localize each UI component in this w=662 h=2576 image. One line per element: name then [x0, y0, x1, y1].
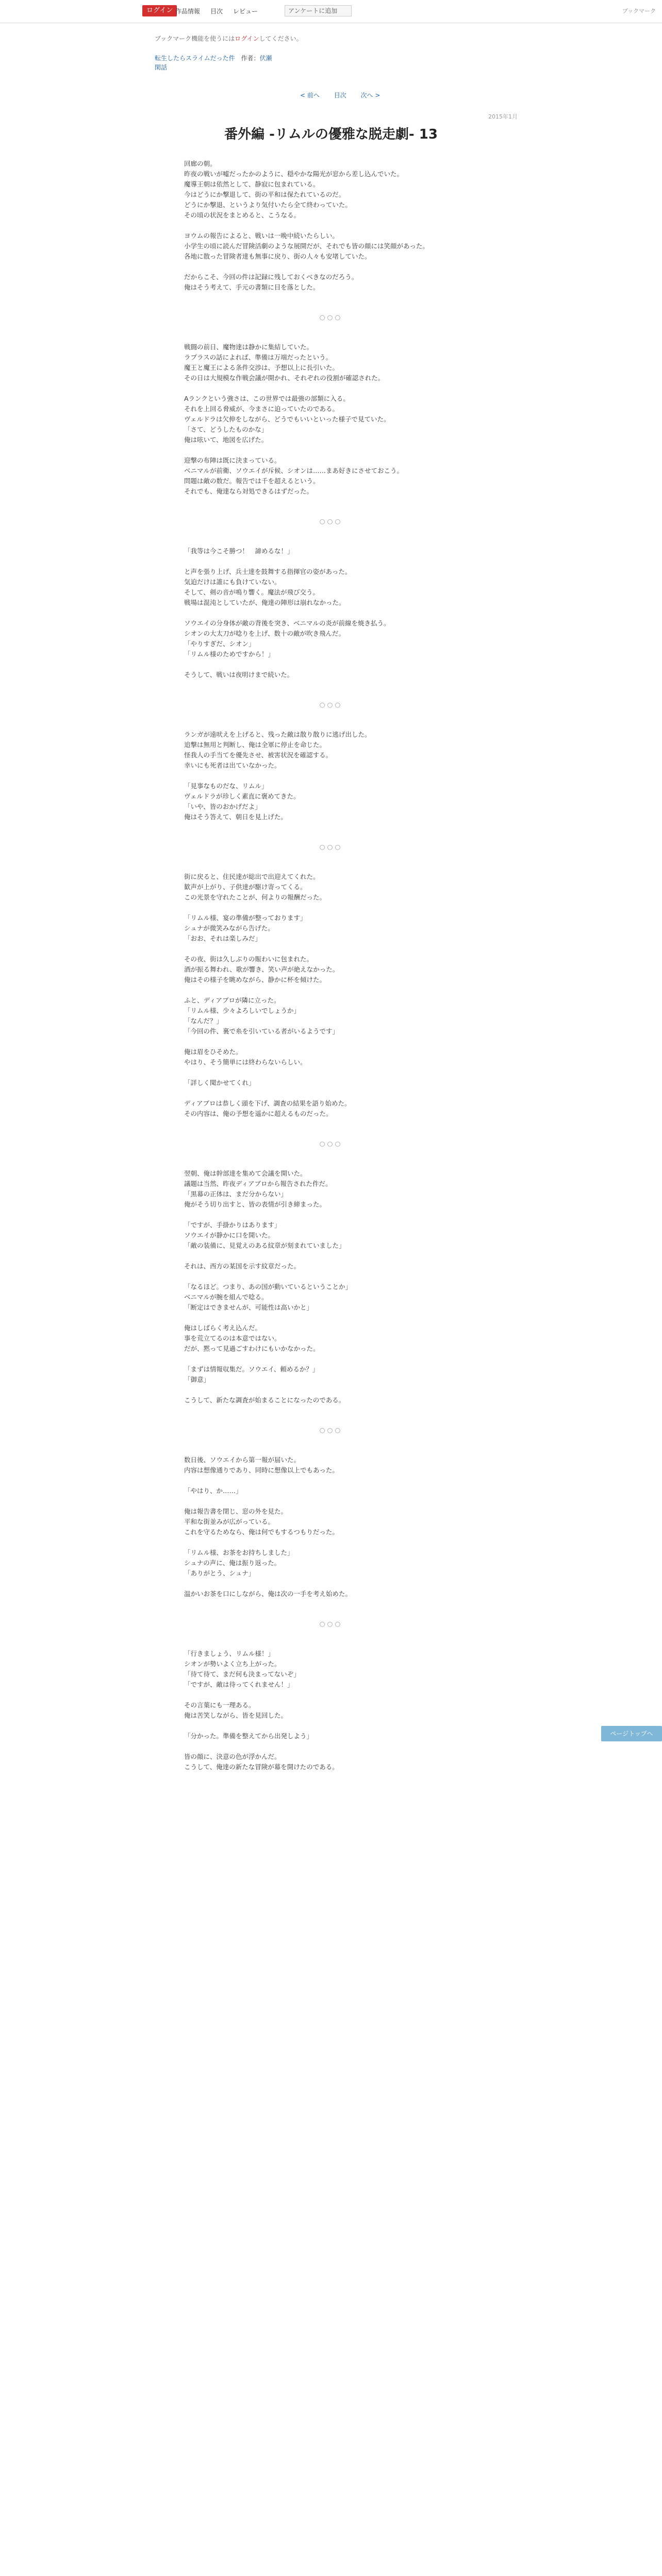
blank-line — [184, 556, 478, 567]
body-paragraph: 俺はその様子を眺めながら、静かに杯を傾けた。 — [184, 976, 326, 984]
body-paragraph: これを守るためなら、俺は何でもするつもりだった。 — [184, 1528, 339, 1536]
body-paragraph: その頃の状況をまとめると、こうなる。 — [184, 211, 301, 219]
body-paragraph: 「いや、皆のおかげだよ」 — [184, 803, 261, 810]
body-paragraph: 小学生の頃に読んだ冒険活劇のような展開だが、それでも皆の顔には笑顔があった。 — [184, 242, 429, 250]
blank-line — [184, 861, 478, 872]
body-paragraph: ヴェルドラは欠伸をしながら、どうでもいいといった様子で見ていた。 — [184, 415, 390, 423]
bookmark-link[interactable]: ブックマーク — [622, 8, 656, 14]
blank-line — [184, 262, 478, 272]
body-paragraph: 平和な街並みが広がっている。 — [184, 1518, 275, 1526]
body-paragraph: そして、剣の音が鳴り響く。魔法が飛び交う。 — [184, 588, 320, 596]
blank-line — [184, 1445, 478, 1455]
body-paragraph: 戦闘の前日、魔物達は静かに集結していた。 — [184, 343, 313, 351]
body-paragraph: 俺は眉をひそめた。 — [184, 1048, 242, 1056]
top-bar — [0, 0, 662, 23]
body-paragraph: 戦場は混沌としていたが、俺達の陣形は崩れなかった。 — [184, 599, 345, 606]
body-paragraph: その言葉にも一理ある。 — [184, 1701, 255, 1709]
body-paragraph: 「さて、どうしたものかな」 — [184, 426, 268, 433]
body-paragraph: こうして、新たな調査が始まることになったのである。 — [184, 1396, 345, 1404]
body-paragraph: 歓声が上がり、子供達が駆け寄ってくる。 — [184, 883, 307, 891]
body-paragraph: 「断定はできませんが、可能性は高いかと」 — [184, 1303, 313, 1311]
blank-line — [184, 822, 478, 833]
body-paragraph: 「行きましょう、リムル様！」 — [184, 1650, 275, 1657]
body-paragraph: やはり、そう簡単には終わらないらしい。 — [184, 1058, 307, 1066]
body-paragraph: 怪我人の手当てを優先させ、被害状況を確認する。 — [184, 751, 333, 759]
blank-line — [184, 771, 478, 781]
body-paragraph: シオンの大太刀が唸りを上げ、数十の敵が吹き飛んだ。 — [184, 630, 345, 637]
blank-line — [184, 903, 478, 913]
body-paragraph: シュナの声に、俺は振り返った。 — [184, 1559, 281, 1567]
nav-work-info[interactable]: 作品情報 — [175, 8, 201, 15]
body-paragraph: 事を荒立てるのは本意ではない。 — [184, 1334, 281, 1342]
body-paragraph: シオンが勢いよく立ち上がった。 — [184, 1660, 281, 1668]
notice-suffix: してください。 — [259, 35, 303, 42]
body-paragraph: 「まずは情報収集だ。ソウエイ、頼めるか？」 — [184, 1365, 319, 1373]
blank-line — [184, 497, 478, 507]
blank-line — [184, 383, 478, 394]
section-separator: ○○○ — [319, 1426, 343, 1434]
prev-link[interactable]: < 前へ — [300, 92, 320, 99]
body-paragraph: 「敵の装備に、見覚えのある紋章が刻まれていました」 — [184, 1242, 345, 1249]
body-paragraph: 数日後、ソウエイから第一報が届いた。 — [184, 1456, 301, 1464]
add-questionnaire-button[interactable]: アンケートに追加 — [285, 5, 352, 16]
body-paragraph: 俺は呟いて、地図を広げた。 — [184, 436, 268, 444]
section-separator: ○○○ — [319, 843, 343, 851]
blank-line — [184, 536, 478, 546]
body-paragraph: どうにか撃退、というより気付いたら全て終わっていた。 — [184, 201, 352, 209]
author-label: 作者： — [241, 55, 260, 62]
author-link[interactable]: 伏瀬 — [259, 55, 272, 62]
body-paragraph: 俺はそう考えて、手元の書類に目を落とした。 — [184, 283, 320, 291]
blank-line — [184, 1210, 478, 1220]
section-separator: ○○○ — [319, 517, 343, 525]
body-paragraph: 「リムル様、宴の準備が整っております」 — [184, 914, 307, 922]
body-paragraph: ラプラスの話によれば、準備は万端だったという。 — [184, 353, 333, 361]
notice-login-link[interactable]: ログイン — [235, 35, 259, 42]
body-paragraph: 「やりすぎだ、シオン」 — [184, 640, 255, 648]
body-paragraph: 回廊の朝。 — [184, 160, 217, 167]
body-paragraph: こうして、俺達の新たな冒険が幕を開けたのである。 — [184, 1763, 339, 1771]
chapter-body — [184, 159, 478, 1772]
body-paragraph: 「詳しく聞かせてくれ」 — [184, 1079, 255, 1087]
body-paragraph: 酒が振る舞われ、歌が響き、笑い声が絶えなかった。 — [184, 965, 339, 973]
blank-line — [184, 1158, 478, 1168]
blank-line — [184, 1638, 478, 1649]
body-paragraph: 街に戻ると、住民達が総出で出迎えてくれた。 — [184, 873, 320, 880]
blank-line — [184, 1476, 478, 1486]
body-paragraph: だからこそ、今回の件は記録に残しておくべきなのだろう。 — [184, 273, 358, 281]
body-paragraph: その内容は、俺の予想を遥かに超えるものだった。 — [184, 1110, 333, 1117]
body-paragraph: 翌朝、俺は幹部達を集めて会議を開いた。 — [184, 1170, 307, 1177]
body-paragraph: ヨウムの報告によると、戦いは一晩中続いたらしい。 — [184, 232, 339, 240]
body-paragraph: ベニマルが腕を組んで唸る。 — [184, 1293, 268, 1301]
body-paragraph: と声を張り上げ、兵士達を鼓舞する指揮官の姿があった。 — [184, 568, 352, 575]
nav-review[interactable]: レビュー — [233, 8, 258, 15]
body-paragraph: 「リムル様、お茶をお持ちしました」 — [184, 1549, 294, 1556]
body-paragraph: だが、黙って見過ごすわけにもいかなかった。 — [184, 1345, 320, 1352]
blank-line — [184, 1599, 478, 1609]
login-button[interactable]: ログイン — [142, 5, 177, 16]
body-paragraph: ふと、ディアブロが隣に立った。 — [184, 996, 280, 1004]
body-paragraph: それは、西方の某国を示す紋章だった。 — [184, 1262, 301, 1270]
body-paragraph: ランガが遠吠えを上げると、残った敵は散り散りに逃げ出した。 — [184, 731, 371, 738]
body-paragraph: ディアブロは恭しく頭を下げ、調査の結果を語り始めた。 — [184, 1099, 351, 1107]
body-paragraph: 皆の顔に、決意の色が浮かんだ。 — [184, 1753, 281, 1760]
blank-line — [184, 1251, 478, 1261]
body-paragraph: この光景を守れたことが、何よりの報酬だった。 — [184, 893, 326, 901]
body-paragraph: ソウエイが静かに口を開いた。 — [184, 1231, 275, 1239]
blank-line — [184, 1067, 478, 1078]
body-paragraph: 「ですが、手掛かりはあります」 — [184, 1221, 281, 1229]
section-separator: ○○○ — [319, 1620, 343, 1628]
body-paragraph: 「おお、それは楽しみだ」 — [184, 935, 262, 942]
body-paragraph: 追撃は無用と判断し、俺は全軍に停止を命じた。 — [184, 741, 326, 749]
body-paragraph: 「黒幕の正体は、まだ分からない」 — [184, 1190, 288, 1198]
body-paragraph: 俺は報告書を閉じ、窓の外を見た。 — [184, 1507, 288, 1515]
body-paragraph: 「見事なものだな、リムル」 — [184, 782, 268, 790]
body-paragraph: 「待て待て、まだ何も決まってないぞ」 — [184, 1670, 300, 1678]
blank-line — [184, 1313, 478, 1323]
body-paragraph: 「今回の件、裏で糸を引いている者がいるようです」 — [184, 1027, 339, 1035]
body-paragraph: 俺がそう切り出すと、皆の表情が引き締まった。 — [184, 1200, 326, 1208]
blank-line — [184, 1690, 478, 1700]
chapter-title: 番外編 -リムルの優雅な脱走劇- 13 — [224, 127, 438, 142]
body-paragraph: そうして、戦いは夜明けまで続いた。 — [184, 671, 294, 679]
body-paragraph: 「御意」 — [184, 1376, 210, 1383]
next-link[interactable]: 次へ > — [360, 92, 380, 99]
body-paragraph: 昨夜の戦いが嘘だったかのように、穏やかな陽光が窓から差し込んでいた。 — [184, 170, 404, 178]
body-paragraph: 「リムル様のためですから！」 — [184, 650, 275, 658]
blank-line — [184, 1721, 478, 1731]
body-paragraph: ソウエイの分身体が敵の背後を突き、ベニマルの炎が前線を焼き払う。 — [184, 619, 390, 627]
body-paragraph: 迎撃の布陣は既に決まっている。 — [184, 456, 281, 464]
blank-line — [184, 1354, 478, 1364]
body-paragraph: 「分かった。準備を整えてから出発しよう」 — [184, 1732, 313, 1740]
body-paragraph: 各地に散った冒険者達も無事に戻り、街の人々も安堵していた。 — [184, 252, 371, 260]
blank-line — [184, 332, 478, 342]
body-paragraph: 今はどうにか撃退して、街の平和は保たれているのだ。 — [184, 191, 345, 198]
nav-toc[interactable]: 目次 — [210, 8, 223, 15]
blank-line — [184, 1119, 478, 1129]
blank-line — [184, 1385, 478, 1395]
body-paragraph: 気迫だけは誰にも負けていない。 — [184, 578, 281, 586]
blank-line — [184, 1088, 478, 1098]
blank-line — [184, 293, 478, 303]
body-paragraph: その夜、街は久しぶりの賑わいに包まれた。 — [184, 955, 313, 963]
body-paragraph: 「ありがとう、シュナ」 — [184, 1569, 255, 1577]
body-paragraph: 温かいお茶を口にしながら、俺は次の一手を考え始めた。 — [184, 1590, 352, 1598]
blank-line — [184, 944, 478, 954]
blank-line — [184, 719, 478, 730]
blank-line — [184, 1579, 478, 1589]
body-paragraph: 「なんだ？」 — [184, 1017, 223, 1025]
body-paragraph: 「やはり、か……」 — [184, 1487, 242, 1495]
body-paragraph: その日は大規模な作戦会議が開かれ、それぞれの役割が確認された。 — [184, 374, 385, 382]
body-paragraph: 俺はそう答えて、朝日を見上げた。 — [184, 813, 287, 821]
blank-line — [184, 221, 478, 231]
body-paragraph: それでも、俺達なら対処できるはずだった。 — [184, 487, 313, 495]
body-paragraph: シュナが微笑みながら告げた。 — [184, 924, 274, 932]
body-paragraph: ベニマルが前衛、ソウエイが斥候、シオンは……まあ好きにさせておこう。 — [184, 467, 404, 474]
body-paragraph: ヴェルドラが珍しく素直に褒めてきた。 — [184, 792, 300, 800]
body-paragraph: 「なるほど。つまり、あの国が動いているということか」 — [184, 1283, 352, 1291]
section-separator: ○○○ — [319, 1140, 343, 1147]
blank-line — [184, 680, 478, 690]
login-notice — [155, 34, 303, 43]
body-paragraph: 「リムル様、少々よろしいでしょうか」 — [184, 1007, 301, 1014]
blank-line — [184, 1272, 478, 1282]
pager — [294, 91, 386, 99]
body-paragraph: 魔導王朝は依然として、静寂に包まれている。 — [184, 180, 320, 188]
body-paragraph: 内容は想像通りであり、同時に想像以上でもあった。 — [184, 1466, 339, 1474]
blank-line — [184, 1496, 478, 1506]
blank-line — [184, 1405, 478, 1416]
notice-prefix: ブックマーク機能を使うには — [155, 35, 235, 42]
body-paragraph: 「ですが、敵は待ってくれません！」 — [184, 1681, 294, 1688]
breadcrumb — [155, 54, 272, 72]
body-paragraph: 幸いにも死者は出ていなかった。 — [184, 761, 281, 769]
post-date: 2015年1月 — [488, 113, 518, 120]
body-paragraph: 俺はしばらく考え込んだ。 — [184, 1324, 262, 1332]
blank-line — [184, 608, 478, 618]
blank-line — [184, 1537, 478, 1548]
breadcrumb-work-link[interactable]: 転生したらスライムだった件 — [155, 55, 235, 62]
body-paragraph: 俺は苦笑しながら、皆を見回した。 — [184, 1711, 288, 1719]
toc-link[interactable]: 目次 — [334, 92, 346, 99]
body-paragraph: 問題は敵の数だ。報告では千を超えるという。 — [184, 477, 320, 485]
blank-line — [184, 659, 478, 670]
section-separator: ○○○ — [319, 701, 343, 708]
blank-line — [184, 445, 478, 455]
body-paragraph: 「我等は今こそ勝つ！ 諦めるな！」 — [184, 547, 294, 555]
body-paragraph: 議題は当然、昨夜ディアブロから報告された件だ。 — [184, 1180, 332, 1188]
breadcrumb-chapter[interactable]: 閑話 — [155, 64, 168, 71]
blank-line — [184, 1037, 478, 1047]
body-paragraph: 魔王と魔王による条件交渉は、予想以上に長引いた。 — [184, 364, 339, 371]
body-paragraph: Aランクという強さは、この世界では最強の部類に入る。 — [184, 395, 350, 402]
section-separator: ○○○ — [319, 313, 343, 321]
page-top-button[interactable]: ページトップへ — [601, 1726, 662, 1741]
blank-line — [184, 985, 478, 995]
blank-line — [184, 1741, 478, 1752]
body-paragraph: それを上回る脅威が、今まさに迫っていたのである。 — [184, 405, 339, 413]
